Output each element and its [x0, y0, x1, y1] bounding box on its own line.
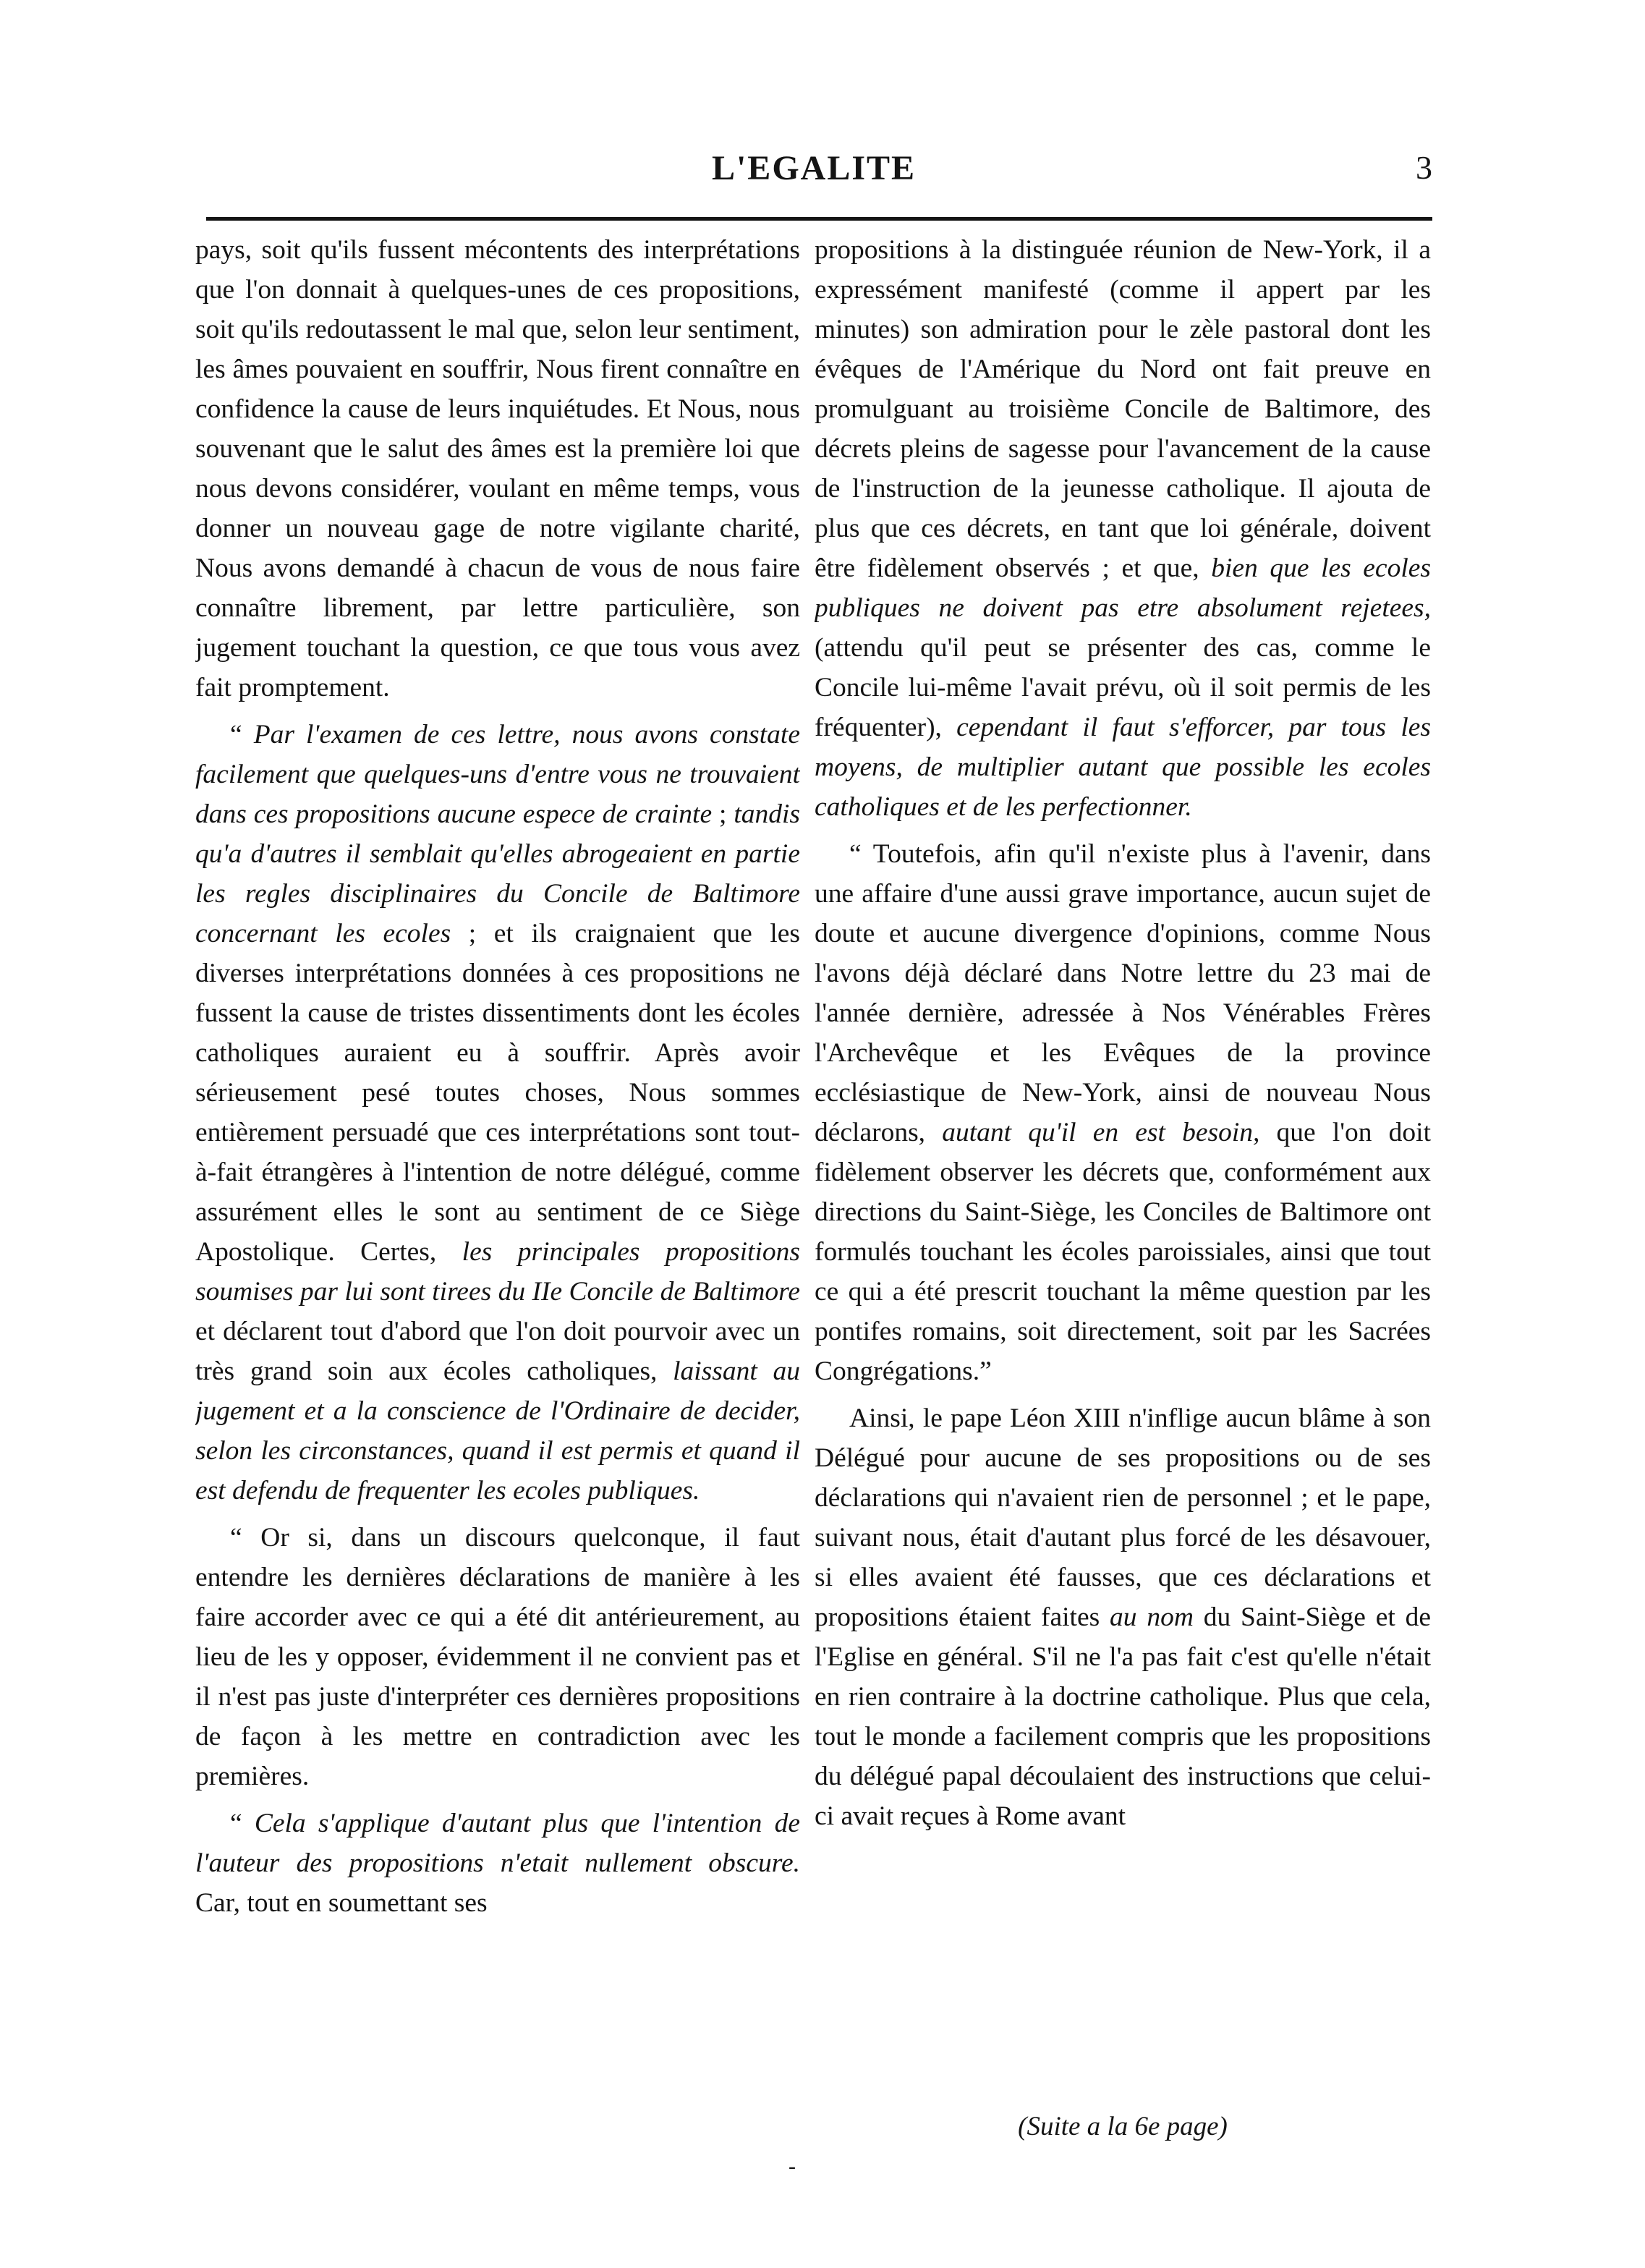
- header-rule: [206, 217, 1432, 221]
- paragraph-left-1: pays, soit qu'ils fussent mécontents des interprétations que l'on donnait à quelques-unes de ces propositions, soit qu'ils redoutassent le mal que, selon leur sentiment, les âmes pouvaient en souffrir, Nous firent connaître en confidence la cause de leurs inquiétudes. Et Nous, nous souvenant que le salut des âmes est la première loi que nous devons considérer, voulant en même temps, vous donner un nouveau gage de notre vigilante charité, Nous avons demandé à chacun de vous de nous faire connaître librement, par lettre particulière, son jugement touchant la question, ce que tous vous avez fait promptement.: [195, 235, 800, 702]
- running-title: L'EGALITE: [711, 149, 917, 187]
- paragraph-right-2: “ Toutefois, afin qu'il n'existe plus à l'avenir, dans une affaire d'une aussi grave importance, aucun sujet de doute et aucune divergence d'opinions, comme Nous l'avons déjà déclaré dans Notre lettre du 23 mai de l'année dernière, adressée à Nos Vénérables Frères l'Archevêque et les Evêques de la province ecclésiastique de New-York, ainsi de nouveau Nous déclarons, autant qu'il en est besoin, que l'on doit fidèlement observer les décrets que, conformément aux directions du Saint-Siège, les Conciles de Baltimore ont formulés touchant les écoles paroissiales, ainsi que tout ce qui a été prescrit touchant la même question par les pontifes romains, soit directement, soit par les Sacrées Congrégations.”: [815, 839, 1431, 1386]
- right-column: [815, 230, 1431, 2111]
- paragraph-left-3: “ Or si, dans un discours quelconque, il faut entendre les dernières déclarations de manière à les faire accorder avec ce qui a été dit antérieurement, au lieu de les y opposer, évidemment il ne convient pas et il n'est pas juste d'interpréter ces dernières propositions de façon à les mettre en contradiction avec les premières.: [195, 1523, 800, 1791]
- page-number: 3: [1416, 149, 1432, 186]
- continuation-note: (Suite a la 6e page): [1018, 2112, 1228, 2141]
- paragraph-right-1: propositions à la distinguée réunion de New-York, il a expressément manifesté (comme il appert par les minutes) son admiration pour le zèle pastoral dont les évêques de l'Amérique du Nord ont fait preuve en promulguant au troisième Concile de Baltimore, des décrets pleins de sagesse pour l'avancement de la cause de l'instruction de la jeunesse catholique. Il ajouta de plus que ces décrets, en tant que loi générale, doivent être fidèlement observés ; et que, bien que les ecoles publiques ne doivent pas etre absolument rejetees, (attendu qu'il peut se présenter des cas, comme le Concile lui-même l'avait prévu, où il soit permis de les fréquenter), cependant il faut s'efforcer, par tous les moyens, de multiplier autant que possible les ecoles catholiques et de les perfectionner.: [815, 235, 1431, 822]
- paragraph-left-4: “ Cela s'applique d'autant plus que l'intention de l'auteur des propositions n'etait nullement obscure. Car, tout en soumettant ses: [195, 1809, 800, 1918]
- footer-mark: -: [789, 2154, 796, 2178]
- left-column: [195, 230, 800, 2111]
- paragraph-left-2: “ Par l'examen de ces lettre, nous avons constate facilement que quelques-uns d'entre vous ne trouvaient dans ces propositions aucune espece de crainte ; tandis qu'a d'autres il semblait qu'elles abrogeaient en partie les regles disciplinaires du Concile de Baltimore concernant les ecoles ; et ils craignaient que les diverses interprétations données à ces propositions ne fussent la cause de tristes dissentiments dont les écoles catholiques auraient eu à souffrir. Après avoir sérieusement pesé toutes choses, Nous sommes entièrement persuadé que ces interprétations sont tout-à-fait étrangères à l'intention de notre délégué, comme assurément elles le sont au sentiment de ce Siège Apostolique. Certes, les principales propositions soumises par lui sont tirees du IIe Concile de Baltimore et déclarent tout d'abord que l'on doit pourvoir avec un très grand soin aux écoles catholiques, laissant au jugement et a la conscience de l'Ordinaire de decider, selon les circonstances, quand il est permis et quand il est defendu de frequenter les ecoles publiques.: [195, 720, 800, 1505]
- page-header: [195, 148, 1432, 199]
- paragraph-right-3: Ainsi, le pape Léon XIII n'inflige aucun blâme à son Délégué pour aucune de ses propositions ou de ses déclarations qui n'avaient rien de personnel ; et le pape, suivant nous, était d'autant plus forcé de les désavouer, si elles avaient été fausses, que ces déclarations et propositions étaient faites au nom du Saint-Siège et de l'Eglise en général. S'il ne l'a pas fait c'est qu'elle n'était en rien contraire à la doctrine catholique. Plus que cela, tout le monde a facilement compris que les propositions du délégué papal découlaient des instructions que celui-ci avait reçues à Rome avant: [815, 1403, 1431, 1831]
